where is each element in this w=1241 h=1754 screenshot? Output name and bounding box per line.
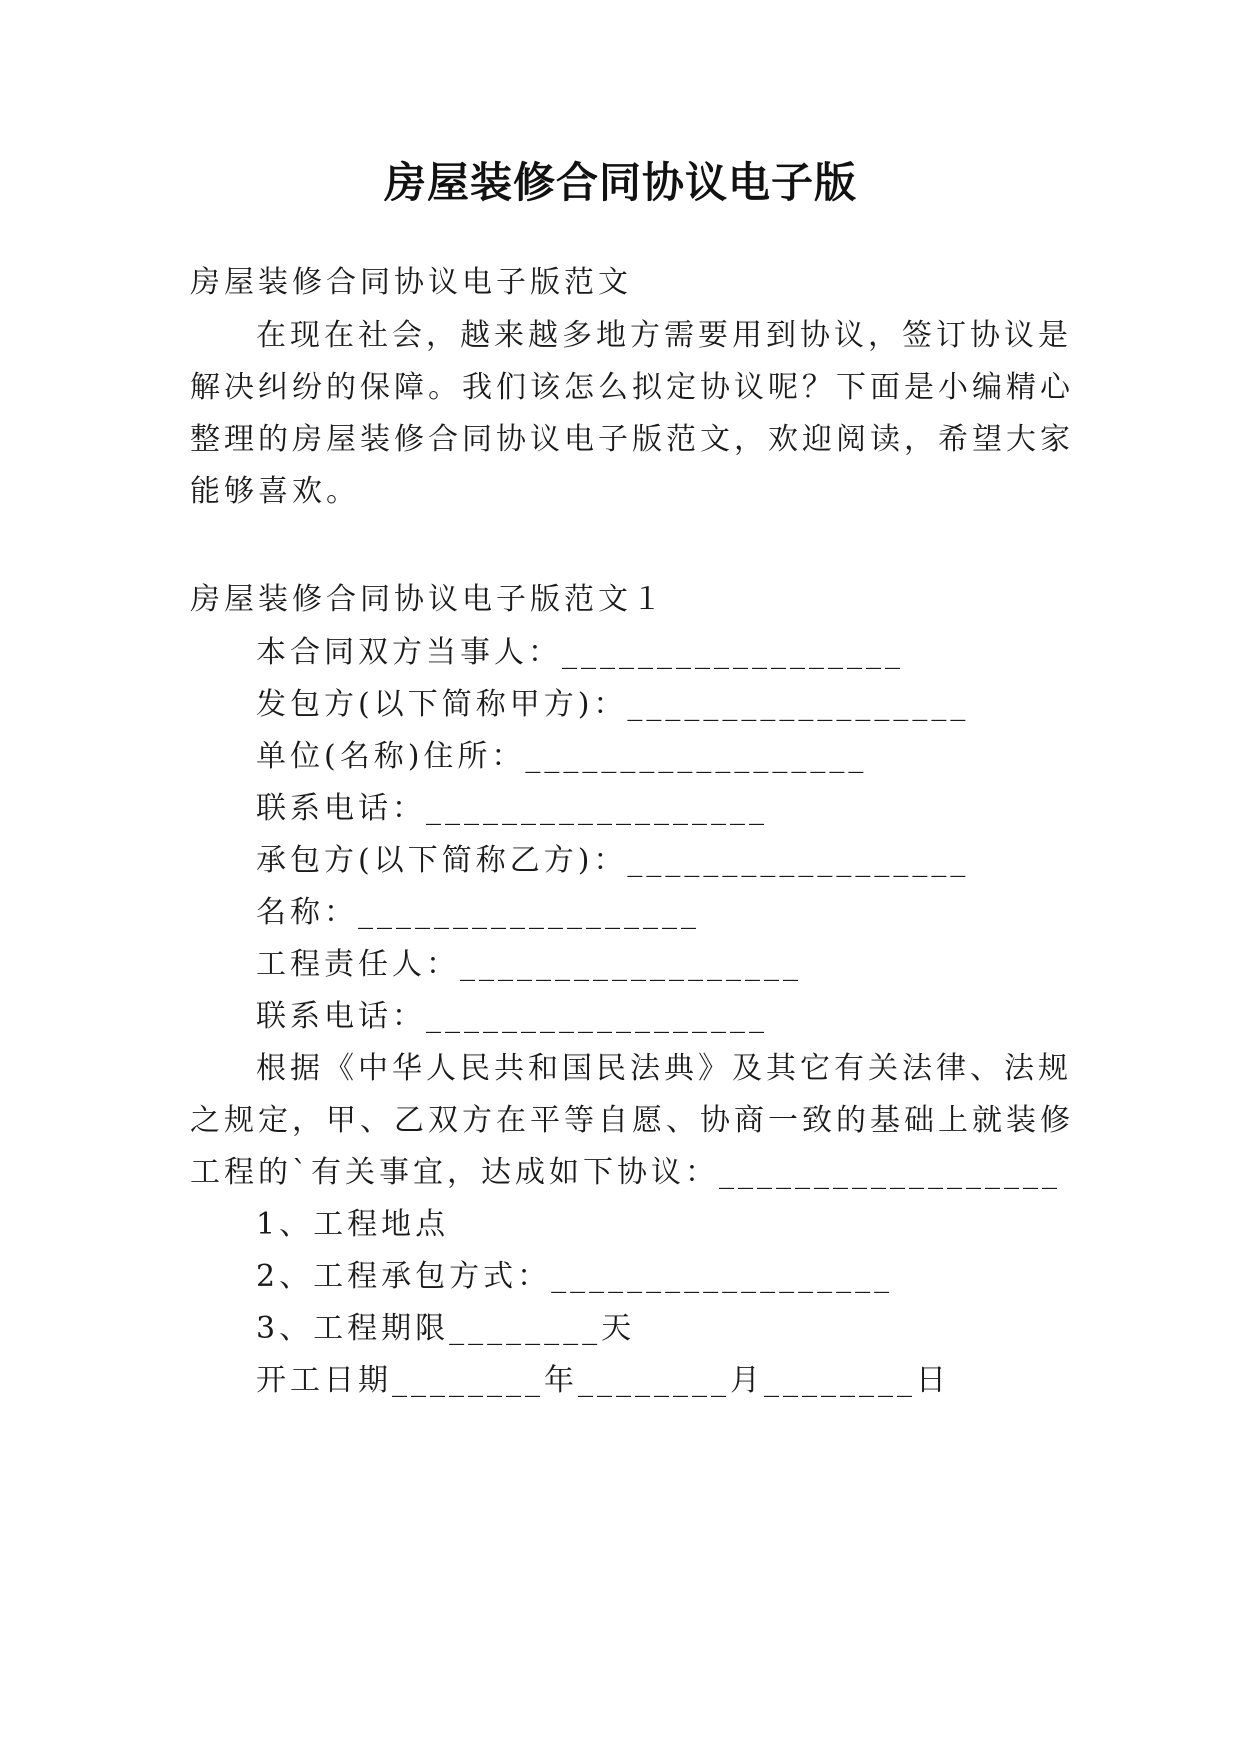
phone-field: 联系电话：__________________: [256, 791, 768, 826]
intro-heading: 房屋装修合同协议电子版范文: [190, 265, 632, 300]
document-title: 房屋装修合同协议电子版: [383, 158, 857, 207]
basis-paragraph-line: 根据《中华人民共和国民法典》及其它有关法律、法规: [256, 1051, 1072, 1086]
intro-paragraph-line: 能够喜欢。: [190, 474, 360, 509]
clause-location: 1、工程地点: [256, 1207, 450, 1242]
clause-start-date: 开工日期________年________月________日: [256, 1363, 950, 1398]
employer-field: 发包方(以下简称甲方)：__________________: [256, 687, 970, 722]
basis-paragraph-line: 之规定，甲、乙双方在平等自愿、协商一致的基础上就装修: [190, 1103, 1074, 1138]
section-heading: 房屋装修合同协议电子版范文１: [190, 582, 666, 617]
phone-field: 联系电话：__________________: [256, 999, 768, 1034]
name-field: 名称：__________________: [256, 895, 700, 930]
intro-paragraph-line: 解决纠纷的保障。我们该怎么拟定协议呢？下面是小编精心: [190, 370, 1074, 405]
project-manager-field: 工程责任人：__________________: [256, 947, 802, 982]
intro-paragraph-line: 整理的房屋装修合同协议电子版范文，欢迎阅读，希望大家: [190, 422, 1074, 457]
clause-duration: 3、工程期限________天: [256, 1311, 636, 1346]
address-field: 单位(名称)住所：__________________: [256, 739, 868, 774]
party-field: 本合同双方当事人：__________________: [256, 635, 904, 670]
clause-contract-method: 2、工程承包方式：__________________: [256, 1259, 894, 1294]
basis-paragraph-line: 工程的`有关事宜，达成如下协议：__________________: [190, 1155, 1061, 1190]
intro-paragraph-line: 在现在社会，越来越多地方需要用到协议，签订协议是: [256, 318, 1072, 353]
contractor-field: 承包方(以下简称乙方)：__________________: [256, 843, 970, 878]
